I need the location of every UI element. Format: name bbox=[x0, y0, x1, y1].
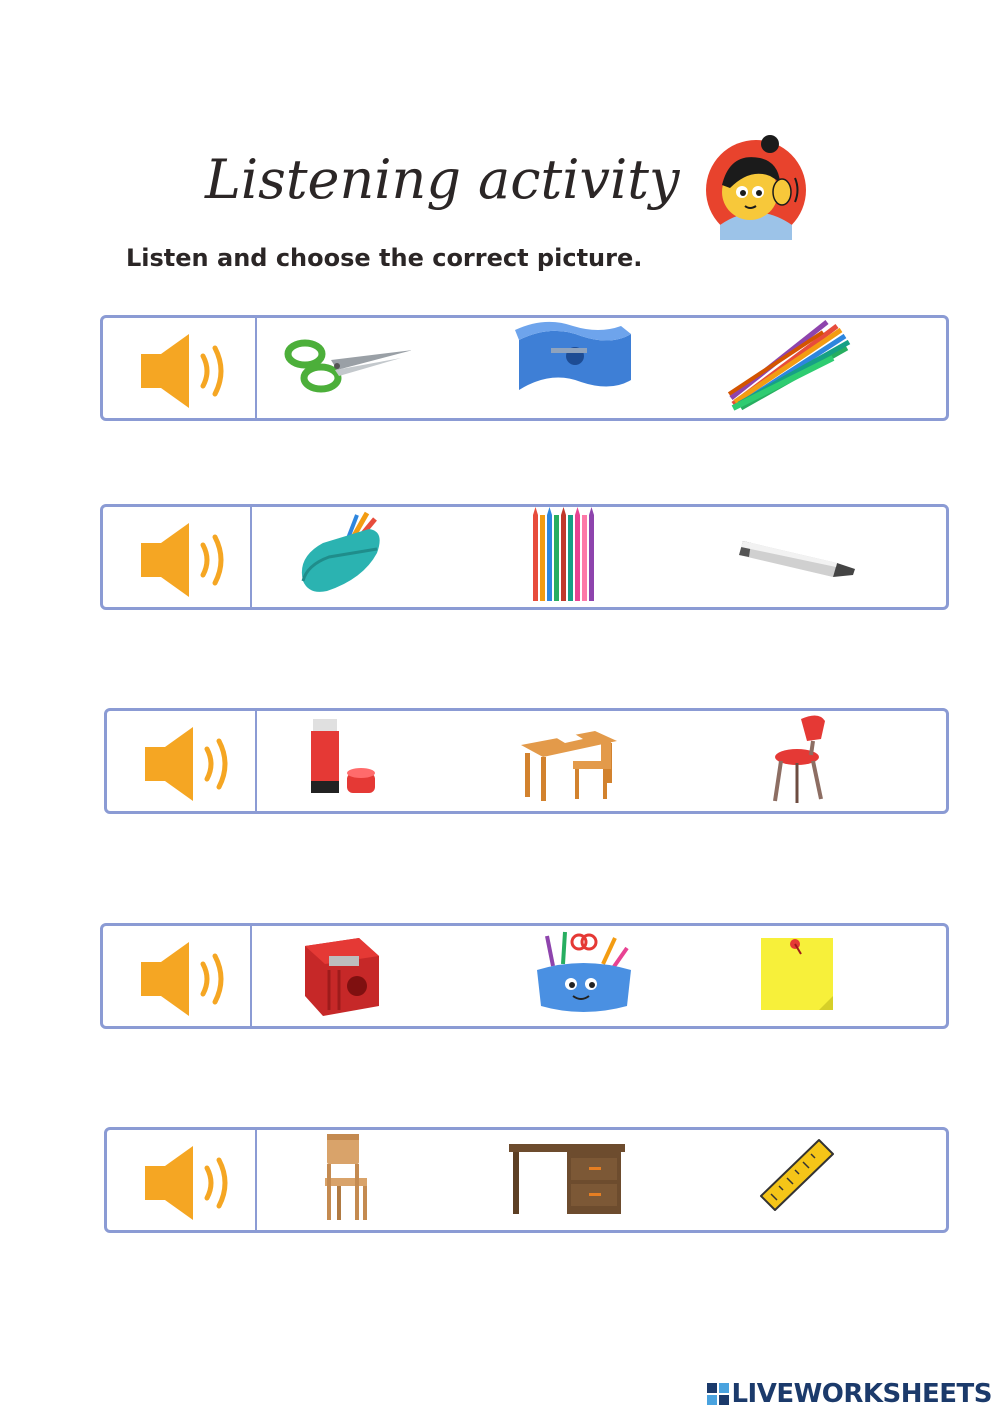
marker-icon[interactable] bbox=[733, 507, 863, 601]
instruction-text: Listen and choose the correct picture. bbox=[126, 244, 643, 272]
school-desk-icon[interactable] bbox=[513, 711, 643, 805]
colored-pencils-bundle-icon[interactable] bbox=[727, 318, 857, 412]
row-divider bbox=[250, 507, 252, 607]
desk-icon[interactable] bbox=[507, 1130, 637, 1224]
question-row-2 bbox=[100, 504, 949, 610]
sticky-note-icon[interactable] bbox=[753, 926, 883, 1020]
colored-pencils-icon[interactable] bbox=[503, 507, 633, 601]
row-divider bbox=[255, 1130, 257, 1230]
brand-name: LIVEWORKSHEETS bbox=[731, 1379, 992, 1409]
scissors-icon[interactable] bbox=[281, 318, 411, 412]
row-divider bbox=[250, 926, 252, 1026]
row-divider bbox=[255, 318, 257, 418]
liveworksheets-logo-icon bbox=[707, 1383, 729, 1405]
question-row-5 bbox=[104, 1127, 949, 1233]
pencil-case-icon[interactable] bbox=[293, 507, 423, 601]
question-row-3 bbox=[104, 708, 949, 814]
chair-icon[interactable] bbox=[297, 1130, 427, 1224]
chair-icon[interactable] bbox=[747, 711, 877, 805]
row-divider bbox=[255, 711, 257, 811]
ruler-icon[interactable] bbox=[747, 1130, 877, 1224]
pencil-case-icon[interactable] bbox=[523, 926, 653, 1020]
sharpener-icon[interactable] bbox=[299, 926, 429, 1020]
speaker-icon[interactable] bbox=[137, 521, 233, 599]
pencil-sharpener-icon[interactable] bbox=[511, 318, 641, 412]
question-row-1 bbox=[100, 315, 949, 421]
glue-stick-icon[interactable] bbox=[295, 711, 425, 805]
listening-girl-icon bbox=[700, 130, 815, 245]
brand-footer bbox=[707, 1380, 992, 1408]
speaker-icon[interactable] bbox=[141, 1144, 237, 1222]
speaker-icon[interactable] bbox=[137, 332, 233, 410]
page-title: Listening activity bbox=[205, 148, 680, 211]
question-row-4 bbox=[100, 923, 949, 1029]
speaker-icon[interactable] bbox=[137, 940, 233, 1018]
speaker-icon[interactable] bbox=[141, 725, 237, 803]
